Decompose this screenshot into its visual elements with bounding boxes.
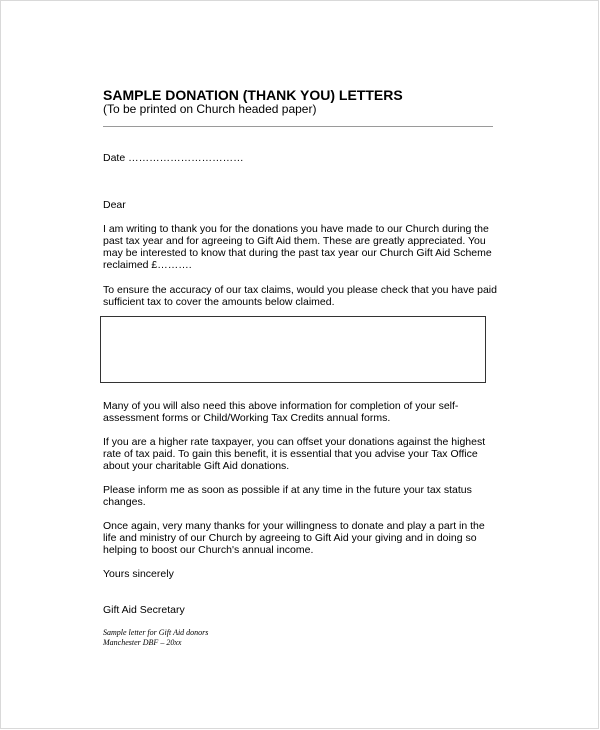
closing: Yours sincerely	[103, 568, 174, 580]
text-line: life and ministry of our Church by agreeing to Gift Aid your giving and in doing so	[103, 532, 477, 544]
footnote-line: Sample letter for Gift Aid donors	[103, 628, 209, 637]
letter-subtitle: (To be printed on Church headed paper)	[103, 102, 317, 116]
date-line: Date ……………………………	[103, 152, 244, 164]
claimed-amounts-box	[100, 316, 486, 383]
text-line: about your charitable Gift Aid donations.	[103, 460, 290, 472]
paragraph-thanks-again	[103, 520, 495, 556]
text-line: I am writing to thank you for the donations you have made to our Church during the	[103, 223, 489, 235]
letter-title: SAMPLE DONATION (THANK YOU) LETTERS	[103, 87, 403, 103]
text-line: may be interested to know that during the past tax year our Church Gift Aid Scheme	[103, 247, 492, 259]
text-line: rate of tax paid. To gain this benefit, it is essential that you advise your Tax Office	[103, 448, 478, 460]
text-line: To ensure the accuracy of our tax claims, would you please check that you have paid	[103, 284, 497, 296]
greeting: Dear	[103, 199, 126, 211]
text-line: helping to boost our Church's annual income.	[103, 544, 314, 556]
paragraph-thanks	[103, 223, 495, 271]
text-line: reclaimed £……….	[103, 259, 192, 271]
text-line: changes.	[103, 496, 146, 508]
signature: Gift Aid Secretary	[103, 604, 185, 616]
text-line: If you are a higher rate taxpayer, you can offset your donations against the highest	[103, 436, 486, 448]
text-line: assessment forms or Child/Working Tax Credits annual forms.	[103, 412, 391, 424]
paragraph-inform	[103, 484, 495, 508]
paragraph-accuracy	[103, 284, 495, 308]
text-line: past tax year and for agreeing to Gift Aid them. These are greatly appreciated. You	[103, 235, 486, 247]
paragraph-higher-rate	[103, 436, 495, 472]
footnote-line: Manchester DBF – 20xx	[103, 638, 182, 647]
text-line: Many of you will also need this above information for completion of your self-	[103, 400, 459, 412]
paragraph-self-assessment	[103, 400, 495, 424]
text-line: sufficient tax to cover the amounts below claimed.	[103, 296, 335, 308]
header-divider	[103, 126, 493, 127]
text-line: Please inform me as soon as possible if at any time in the future your tax status	[103, 484, 472, 496]
text-line: Once again, very many thanks for your willingness to donate and play a part in the	[103, 520, 485, 532]
